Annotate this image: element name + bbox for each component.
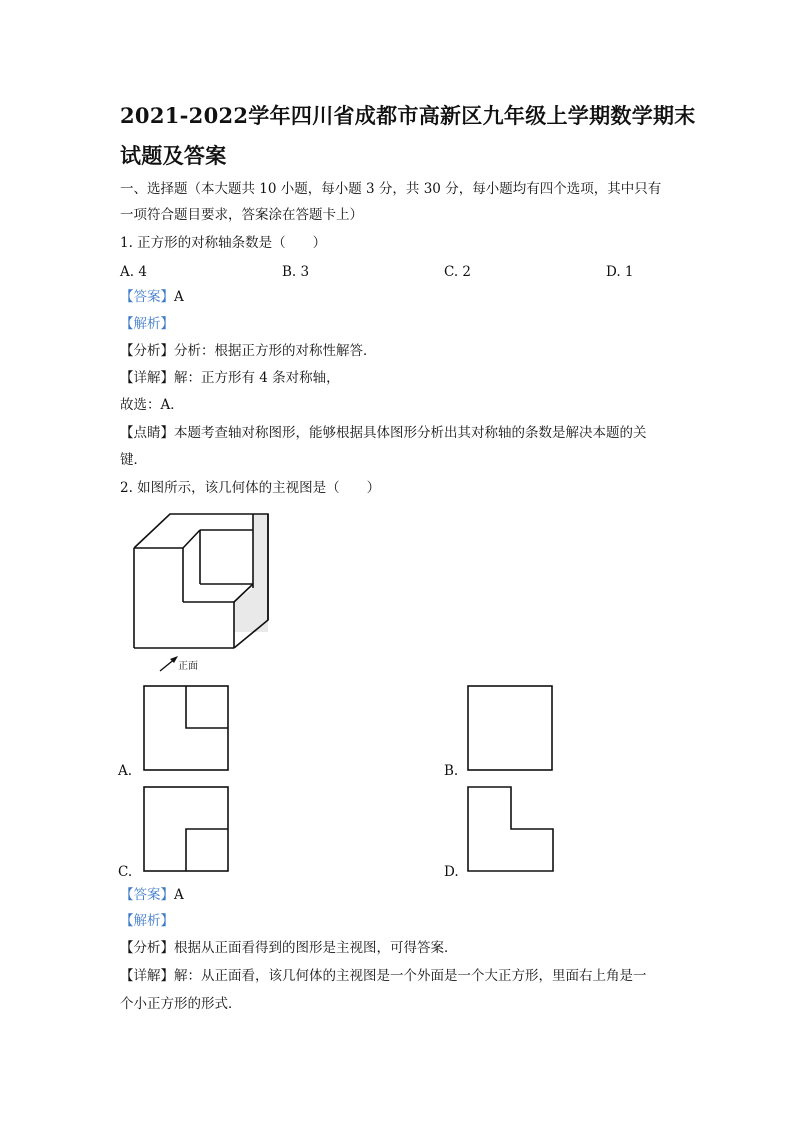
front-label: 正面 — [178, 661, 198, 672]
section-heading-line1: 一、选择题（本大题共 10 小题，每小题 3 分，共 30 分，每小题均有四个选项，其中只有 — [120, 181, 662, 197]
q2-fenxi-text: 根据从正面看得到的图形是主视图，可得答案． — [174, 940, 458, 956]
q1-answer-tag: 【答案】 — [120, 289, 174, 305]
page-title-line1: 2021-2022学年四川省成都市高新区九年级上学期数学期末 — [120, 103, 696, 128]
q1-dianjing-line2: 键． — [120, 452, 147, 468]
q1-analysis-tag: 【解析】 — [120, 316, 174, 332]
q1-dianjing-tag: 【点睛】 — [120, 425, 174, 441]
q2-option-d-label: D. — [444, 864, 459, 880]
q1-dianjing-text1: 本题考查轴对称图形，能够根据具体图形分析出其对称轴的条数是解决本题的关 — [174, 425, 647, 441]
q1-option-b: B. 3 — [282, 264, 310, 280]
section-heading-line2: 一项符合题目要求，答案涂在答题卡上） — [120, 207, 363, 223]
q2-option-c-label: C. — [118, 864, 133, 880]
q2-option-a-figure — [143, 685, 231, 773]
q2-fenxi-tag: 【分析】 — [120, 940, 174, 956]
q2-xiangjie-tag: 【详解】 — [120, 968, 174, 984]
q1-xiangjie-tag: 【详解】 — [120, 370, 174, 386]
q1-fenxi-text: 分析：根据正方形的对称性解答． — [174, 343, 377, 359]
q2-analysis-tag: 【解析】 — [120, 913, 174, 929]
q2-answer-line — [120, 885, 184, 905]
q2-fenxi-line — [120, 938, 458, 958]
q2-stem: 2. 如图所示，该几何体的主视图是（ ） — [120, 480, 381, 496]
q2-xiangjie-line1 — [120, 966, 647, 986]
q1-stem: 1. 正方形的对称轴条数是（ ） — [120, 235, 327, 251]
q1-dianjing-line1 — [120, 423, 647, 443]
q2-xiangjie-line2: 个小正方形的形式． — [120, 996, 242, 1012]
q2-option-b-label: B. — [444, 763, 459, 779]
q1-fenxi-line — [120, 341, 377, 361]
q1-option-a: A. 4 — [120, 264, 147, 280]
q2-option-a-label: A. — [118, 763, 133, 779]
q1-guxuan: 故选：A． — [120, 397, 184, 413]
q1-option-c: C. 2 — [444, 264, 472, 280]
q2-xiangjie-text1: 解：从正面看，该几何体的主视图是一个外面是一个大正方形，里面右上角是一 — [174, 968, 647, 984]
q2-option-d-figure — [467, 786, 557, 874]
q2-answer-value: A — [174, 887, 184, 903]
q2-option-c-figure — [143, 786, 231, 874]
q1-option-d: D. 1 — [606, 264, 634, 280]
q1-answer-value: A — [174, 289, 184, 305]
q2-option-b-figure — [467, 685, 555, 773]
q1-xiangjie-text: 解：正方形有 4 条对称轴， — [174, 370, 340, 386]
page-title-line2: 试题及答案 — [120, 143, 227, 168]
q1-answer-line — [120, 287, 184, 307]
q2-solid-figure — [125, 508, 285, 658]
q2-answer-tag: 【答案】 — [120, 887, 174, 903]
q1-xiangjie-line — [120, 368, 340, 388]
q1-fenxi-tag: 【分析】 — [120, 343, 174, 359]
